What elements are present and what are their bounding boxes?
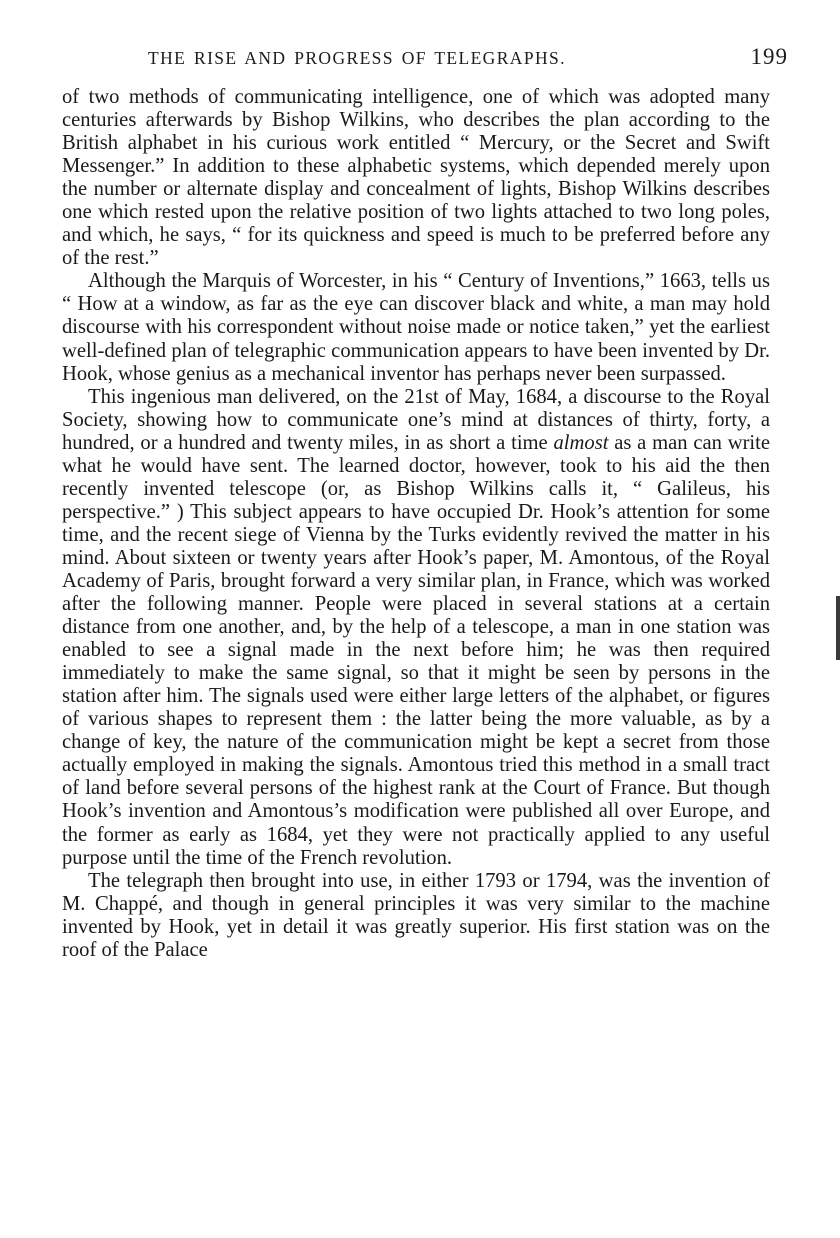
paragraph-hook-discourse <box>62 386 770 870</box>
body-text <box>62 86 770 962</box>
running-head <box>148 46 788 76</box>
emphasis-word: almost <box>553 431 609 454</box>
paragraph-continuation <box>62 86 770 270</box>
paragraph-text: of two methods of communicating intelligence, one of which was adopted many centuries afterwards by Bishop Wilkins, who describes the plan according to the British alphabet in his curious work entitled “ Mercury, or the Secret and Swift Messenger.” In addition to these alphabetic systems, which depended merely upon the number or alternate display and concealment of lights, Bishop Wilkins describes one which rested upon the relative position of two lights attached to two long poles, and which, he says, “ for its quickness and speed is much to be preferred before any of the rest.” <box>62 86 770 270</box>
paragraph-text: Although the Marquis of Worcester, in his “ Century of Inventions,” 1663, tells us “ How at a window, as far as the eye can discover black and white, a man may hold discourse with his correspondent without noise made or notice taken,” yet the earliest well-defined plan of telegraphic communication appears to have been invented by Dr. Hook, whose genius as a mechanical inventor has perhaps never been surpassed. <box>62 270 770 385</box>
paragraph-text: as a man can write what he would have sent. The learned doctor, however, took to his aid the then recently invented telescope (or, as Bishop Wilkins calls it, “ Galileus, his perspective.” ) This subject appears to have occupied Dr. Hook’s attention for some time, and the recent siege of Vienna by the Turks evidently revived the matter in his mind. About sixteen or twenty years after Hook’s paper, M. Amontous, of the Royal Academy of Paris, brought forward a very similar plan, in France, which was worked after the following manner. People were placed in several stations at a certain distance from one another, and, by the help of a telescope, a man in one station was enabled to see a signal made in the next before him; he was then required immediately to make the same signal, so that it might be seen by persons in the station after him. The signals used were either large letters of the alphabet, or figures of various shapes to represent them : the latter being the more valuable, as by a change of key, the nature of the communication might be kept a secret from those actually employed in making the signals. Amontous tried this method in a small tract of land before several persons of the highest rank at the Court of France. But though Hook’s invention and Amontous’s modification were published all over Europe, and the former as early as 1684, yet they were not practically applied to any useful purpose until the time of the French revolution. <box>62 431 771 869</box>
running-title: THE RISE AND PROGRESS OF TELEGRAPHS. <box>148 48 566 68</box>
paragraph-text: The telegraph then brought into use, in either 1793 or 1794, was the invention of M. Chappé, and though in general principles it was very similar to the machine invented by Hook, yet in detail it was greatly superior. His first station was on the roof of the Palace <box>62 869 770 961</box>
paragraph-chappe-telegraph <box>62 870 770 962</box>
paragraph-text: This ingenious man delivered, on the 21st of May, 1684, a discourse to the Royal Society, showing how to communicate one’s mind at distances of thirty, forty, a hundred, or a hundred and twenty miles, in as short a time <box>62 385 770 454</box>
paragraph-marquis-of-worcester <box>62 270 770 385</box>
page-number: 199 <box>750 44 788 69</box>
page-edge-mark <box>836 596 840 660</box>
